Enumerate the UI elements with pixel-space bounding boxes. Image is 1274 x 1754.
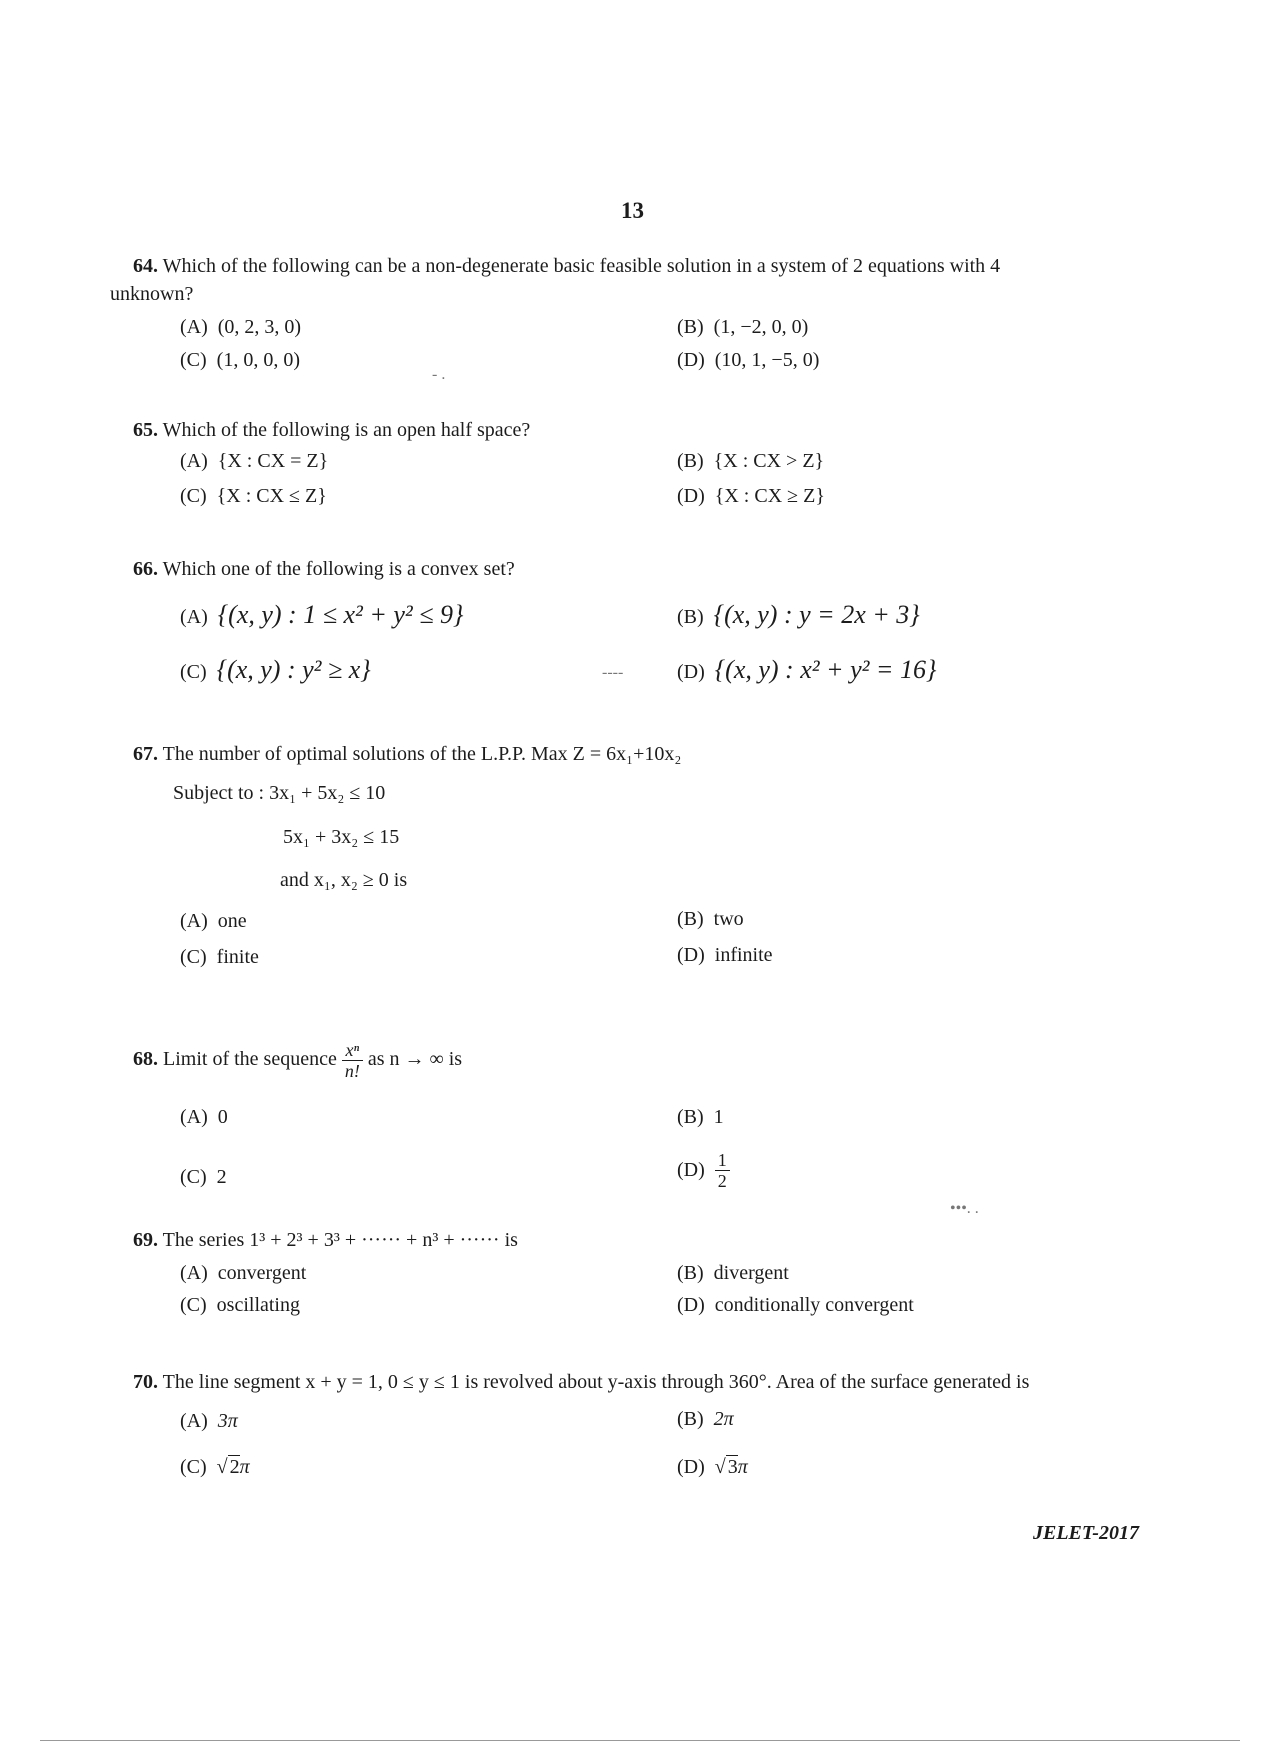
exam-footer: JELET-2017 (1033, 1522, 1139, 1544)
option-label: (A) (180, 606, 208, 628)
question-65-number: 65. (133, 419, 158, 441)
option-text: one (217, 910, 247, 932)
q66-option-a (180, 600, 463, 630)
q69-option-a (180, 1262, 306, 1285)
option-radicand: 3 (727, 1456, 738, 1478)
q64-option-b (677, 316, 808, 339)
page-number: 13 (621, 198, 644, 223)
question-69-number: 69. (133, 1229, 158, 1251)
option-label: (A) (180, 910, 208, 932)
question-65 (133, 416, 530, 444)
q65-option-c (180, 485, 327, 508)
option-text: 0 (217, 1106, 228, 1128)
option-text: finite (216, 946, 259, 968)
q66-option-b (677, 600, 920, 630)
question-68-text: Limit of the sequence (163, 1048, 337, 1071)
option-text: {X : CX ≤ Z} (216, 485, 327, 507)
q70-option-c (180, 1456, 250, 1479)
option-text: (1, 0, 0, 0) (216, 349, 300, 371)
option-label: (A) (180, 1106, 208, 1128)
question-67-number: 67. (133, 743, 158, 765)
q66-option-c (180, 655, 371, 685)
q67-option-c (180, 946, 259, 969)
q68-option-c (180, 1166, 227, 1189)
question-67-subject-to: Subject to : 3x₁ + 5x₂ ≤ 10 (173, 782, 386, 804)
option-label: (B) (677, 1106, 704, 1128)
question-64 (133, 252, 1000, 280)
scan-speck: ---- (602, 664, 624, 681)
scan-speck: •••. . (950, 1200, 979, 1217)
option-label: (C) (180, 485, 207, 507)
option-label: (B) (677, 450, 704, 472)
question-67-text: The number of optimal solutions of the L.P.P. Max Z = 6x₁+10x₂ (162, 743, 682, 765)
question-67-constraint-3: and x₁, x₂ ≥ 0 is (280, 869, 408, 891)
page-bottom-rule (40, 1740, 1240, 1741)
option-label: (C) (180, 349, 207, 371)
option-suffix: π (737, 1456, 748, 1478)
question-69 (133, 1226, 518, 1254)
q67-option-a (180, 910, 247, 933)
question-64-number: 64. (133, 255, 158, 277)
question-66-number: 66. (133, 558, 158, 580)
option-label: (D) (677, 944, 705, 966)
option-text: {(x, y) : x² + y² = 16} (714, 655, 937, 684)
question-66 (133, 555, 515, 583)
q69-option-b (677, 1262, 789, 1285)
option-label: (B) (677, 1262, 704, 1284)
sqrt-icon: √ (216, 1456, 228, 1478)
option-text: (1, −2, 0, 0) (713, 316, 809, 338)
option-text: divergent (713, 1262, 789, 1284)
question-67-constraint-2: 5x₁ + 3x₂ ≤ 15 (283, 826, 400, 848)
q68-option-a (180, 1106, 228, 1129)
option-label: (A) (180, 316, 208, 338)
option-text: (10, 1, −5, 0) (714, 349, 820, 371)
option-text: convergent (217, 1262, 307, 1284)
option-label: (B) (677, 606, 704, 628)
q65-option-a (180, 450, 328, 473)
fraction-numerator: xⁿ (342, 1040, 363, 1061)
q69-option-c (180, 1294, 300, 1317)
q69-option-d (677, 1294, 914, 1317)
option-text: {(x, y) : y = 2x + 3} (713, 600, 920, 629)
option-text: 2 (216, 1166, 227, 1188)
question-65-text: Which of the following is an open half space? (162, 419, 531, 441)
option-text: (0, 2, 3, 0) (217, 316, 302, 338)
q65-option-b (677, 450, 824, 473)
question-70-text: The line segment x + y = 1, 0 ≤ y ≤ 1 is revolved about y-axis through 360°. Area of the surface generated is (162, 1371, 1030, 1393)
question-67 (133, 740, 681, 768)
option-text: oscillating (216, 1294, 300, 1316)
q70-option-b (677, 1408, 734, 1431)
question-70-number: 70. (133, 1371, 158, 1393)
option-label: (D) (677, 485, 705, 507)
question-66-text: Which one of the following is a convex set? (162, 558, 515, 580)
q70-option-a (180, 1410, 238, 1433)
option-text: conditionally convergent (714, 1294, 914, 1316)
option-label: (D) (677, 661, 705, 683)
option-text: {X : CX > Z} (713, 450, 825, 472)
option-label: (B) (677, 316, 704, 338)
option-label: (D) (677, 349, 705, 371)
q64-option-a (180, 316, 301, 339)
option-suffix: π (239, 1456, 250, 1478)
sqrt-icon: √ (714, 1456, 726, 1478)
option-text: {(x, y) : 1 ≤ x² + y² ≤ 9} (217, 600, 464, 629)
option-label: (B) (677, 908, 704, 930)
question-70 (133, 1368, 1029, 1396)
fraction-denominator: n! (344, 1061, 360, 1081)
q64-option-d (677, 349, 819, 372)
option-text: 1 (713, 1106, 724, 1128)
option-label: (C) (180, 661, 207, 683)
option-text: 3π (217, 1410, 238, 1432)
option-radicand: 2 (229, 1456, 240, 1478)
option-label: (C) (180, 1166, 207, 1188)
q65-option-d (677, 485, 825, 508)
question-68-number: 68. (133, 1048, 158, 1071)
q66-option-d (677, 655, 936, 685)
q67-option-d (677, 944, 773, 967)
fraction-denominator: 2 (717, 1171, 727, 1191)
question-64-text: Which of the following can be a non-degenerate basic feasible solution in a system of 2 equations with 4 (162, 255, 1001, 277)
question-68-text-after: as n → ∞ is (367, 1048, 463, 1071)
option-label: (C) (180, 1456, 207, 1478)
question-69-text: The series 1³ + 2³ + 3³ + ······ + n³ + ······ is (162, 1229, 518, 1251)
option-fraction (715, 1150, 730, 1191)
option-label: (A) (180, 1410, 208, 1432)
question-68 (133, 1040, 462, 1081)
option-label: (A) (180, 450, 208, 472)
q68-option-d (677, 1150, 730, 1191)
option-text: two (713, 908, 744, 930)
option-label: (D) (677, 1294, 705, 1316)
q70-option-d (677, 1456, 748, 1479)
option-text: {X : CX ≥ Z} (714, 485, 825, 507)
option-label: (C) (180, 1294, 207, 1316)
fraction-numerator: 1 (715, 1150, 730, 1171)
q68-option-b (677, 1106, 724, 1129)
question-64-text-continued: unknown? (110, 283, 194, 305)
option-text: {X : CX = Z} (217, 450, 329, 472)
q67-option-b (677, 908, 744, 931)
scan-speck: - . (432, 366, 446, 383)
option-text: 2π (713, 1408, 734, 1430)
option-label: (A) (180, 1262, 208, 1284)
option-label: (D) (677, 1456, 705, 1478)
option-label: (D) (677, 1159, 705, 1181)
option-text: {(x, y) : y² ≥ x} (216, 655, 371, 684)
q64-option-c (180, 349, 300, 372)
sequence-fraction (342, 1040, 363, 1081)
option-text: infinite (714, 944, 773, 966)
option-label: (C) (180, 946, 207, 968)
option-label: (B) (677, 1408, 704, 1430)
